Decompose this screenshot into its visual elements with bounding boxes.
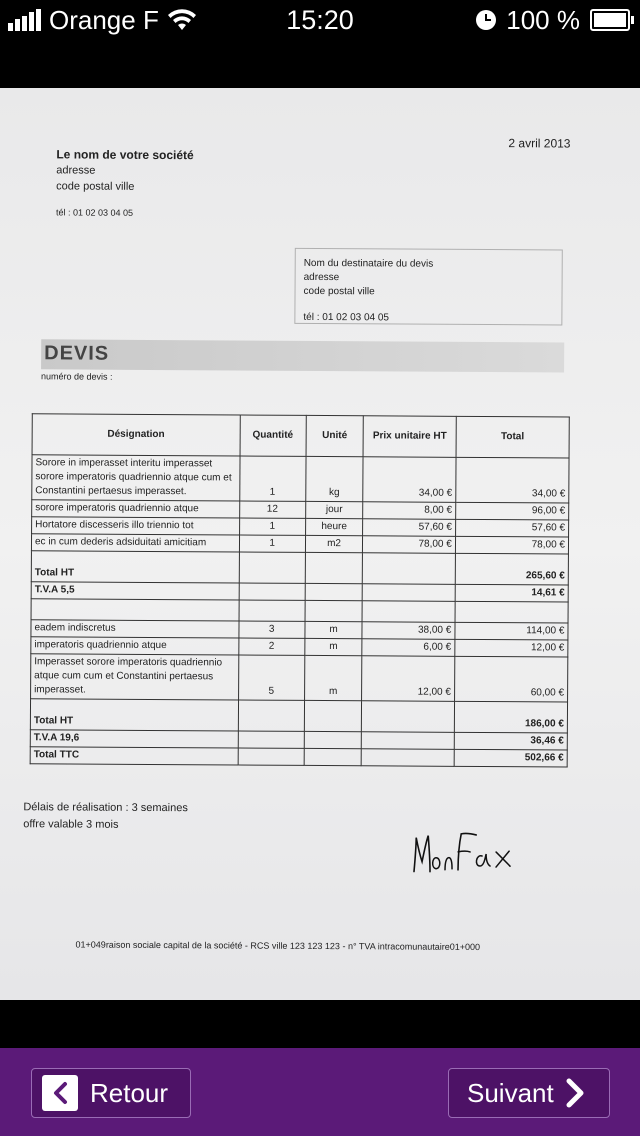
item-total: 96,00 € [456,502,569,520]
company-postal-city: code postal ville [56,180,135,193]
item-designation: eadem indiscretus [31,620,239,638]
item-unit-price: 12,00 € [362,656,455,702]
header-unit: Unité [306,415,364,456]
item-quantity: 1 [239,535,305,552]
item-quantity: 1 [239,456,305,501]
status-right [476,4,630,36]
subtotal-row [31,551,568,585]
total-ttc-row [30,747,567,767]
recipient-name: Nom du destinataire du devis [303,257,434,270]
delivery-delay: Délais de réalisation : 3 semaines [23,801,188,815]
header-designation: Désignation [32,414,240,456]
subtotal-row [30,699,567,733]
item-quantity: 2 [238,638,304,655]
handwritten-signature [408,826,528,885]
quote-number-label: numéro de devis : [40,371,113,382]
item-quantity: 1 [239,518,305,535]
item-total: 57,60 € [455,519,568,537]
next-button-label: Suivant [467,1077,554,1108]
item-unit: heure [305,518,363,535]
item-total: 78,00 € [455,536,568,554]
company-name: Le nom de votre société [56,147,194,163]
item-total: 12,00 € [455,639,568,657]
item-unit: m2 [305,535,363,552]
recipient-block [294,248,562,326]
document-title: DEVIS [44,342,110,365]
quote-document [0,88,640,1000]
recipient-tel: tél : 01 02 03 04 05 [303,311,390,324]
item-designation: Hortatore discesseris illo triennio tot [32,517,240,535]
subtotal-label: Total HT [30,699,238,731]
carrier-name: Orange F [49,4,159,35]
back-button-label: Retour [90,1077,169,1108]
tva-label: T.V.A 19,6 [30,730,238,748]
title-banner [41,339,564,372]
item-unit-price: 38,00 € [362,622,455,640]
alarm-clock-icon [476,10,496,30]
item-unit: jour [305,501,363,518]
item-designation: Imperasset sorore imperatoris quadriennio atque cum cum et Constantini pertaesus imperasset. [31,654,239,700]
document-date: 2 avril 2013 [508,136,571,151]
item-unit-price: 78,00 € [363,536,456,554]
status-bar [0,0,640,40]
tva-value: 36,46 € [454,732,567,750]
item-designation: imperatoris quadriennio atque [31,637,239,655]
item-unit: kg [305,456,363,501]
legal-footer: 01+049raison sociale capital de la société - RCS ville 123 123 123 - n° TVA intracomunautaire01+000 [75,939,481,952]
item-unit: m [305,621,363,638]
item-quantity: 5 [238,655,304,700]
company-address: adresse [56,164,96,177]
item-total: 34,00 € [456,457,569,503]
back-button[interactable] [31,1068,191,1118]
recipient-address: adresse [303,271,340,284]
item-unit-price: 57,60 € [363,519,456,537]
recipient-postal-city: code postal ville [303,285,375,298]
company-tel: tél : 01 02 03 04 05 [55,207,134,218]
table-header-row [32,414,569,458]
offer-validity: offre valable 3 mois [23,818,119,831]
bottom-toolbar [0,1048,640,1136]
item-quantity: 3 [239,621,305,638]
subtotal-value: 186,00 € [454,701,567,733]
chevron-left-icon [42,1075,78,1111]
subtotal-label: Total HT [31,551,239,583]
document-photo [0,88,640,1000]
status-time: 15:20 [286,5,354,35]
quote-table [30,413,570,767]
header-unit-price: Prix unitaire HT [363,416,456,458]
table-row [32,455,569,503]
subtotal-value: 265,60 € [455,553,568,585]
table-row [31,654,568,702]
item-unit: m [304,655,362,700]
item-designation: Sorore in imperasset interitu imperasset sorore imperatoris quadriennio atque cum et Constantini pertaesus imperasset. [32,455,240,501]
header-total: Total [456,416,569,458]
item-unit-price: 8,00 € [363,502,456,520]
next-button[interactable] [448,1068,610,1118]
item-quantity: 12 [239,501,305,518]
battery-icon [590,9,630,31]
total-ttc-label: Total TTC [30,747,238,765]
item-unit-price: 6,00 € [362,639,455,657]
item-unit-price: 34,00 € [363,457,456,503]
item-designation: ec in cum dederis adsiduitati amicitiam [31,534,239,552]
tva-value: 14,61 € [455,584,568,602]
total-ttc-value: 502,66 € [454,749,567,767]
tva-label: T.V.A 5,5 [31,582,239,600]
header-quantity: Quantité [240,415,306,456]
conditions-block [23,799,188,834]
battery-percent: 100 % [506,4,580,35]
item-designation: sorore imperatoris quadriennio atque [32,500,240,518]
item-unit: m [305,638,363,655]
item-total: 114,00 € [455,622,568,640]
item-total: 60,00 € [454,656,567,702]
company-block [56,146,194,221]
chevron-right-icon [564,1077,586,1109]
